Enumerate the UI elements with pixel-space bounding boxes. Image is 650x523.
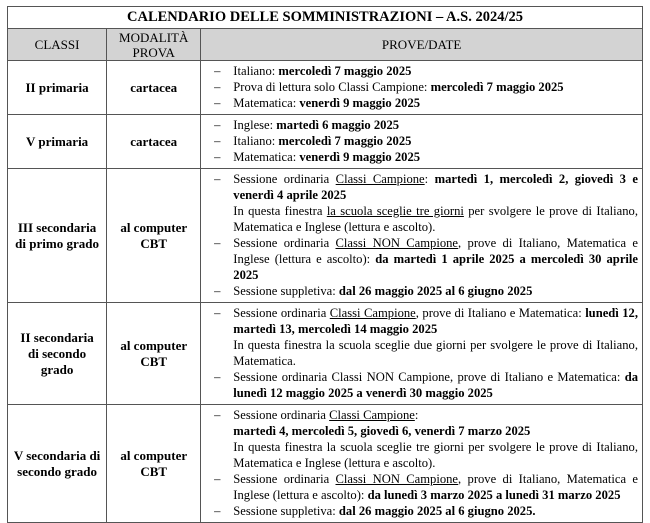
text-segment: Inglese: <box>233 118 277 132</box>
mode-label-line: CBT <box>140 463 168 479</box>
text-underlined: la scuola sceglie tre giorni <box>326 204 464 218</box>
text-segment: Matematica: <box>233 96 300 110</box>
text-segment: , prove di Italiano, Matematica e Inglese (lettura e ascolto): <box>233 472 638 502</box>
date-item-text <box>233 95 642 111</box>
table-title: CALENDARIO DELLE SOMMINISTRAZIONI – A.S. 2024/25 <box>8 7 643 29</box>
date-item <box>201 63 642 79</box>
mode-label-line: al computer <box>120 447 188 463</box>
date-item <box>201 407 642 471</box>
text-underlined: Classi Campione <box>329 408 415 422</box>
text-segment: Sessione suppletiva: <box>233 284 339 298</box>
text-segment: , prove di Italiano, Matematica e Inglese (lettura e ascolto): <box>233 236 638 266</box>
text-segment: : <box>424 172 435 186</box>
text-segment: Sessione suppletiva: <box>233 504 339 518</box>
header-modalita-line1: MODALITÀ <box>119 29 189 45</box>
date-item <box>201 283 642 299</box>
mode-label-line: cartacea <box>130 133 178 149</box>
class-cell <box>8 115 107 169</box>
table-row <box>8 61 643 115</box>
date-item-text <box>233 133 642 149</box>
text-underlined: Classi Campione <box>335 172 425 186</box>
bullet-dash: – <box>214 64 221 78</box>
date-text-bold: mercoledì 7 maggio 2025 <box>430 80 564 94</box>
date-text-bold: martedì 6 maggio 2025 <box>276 118 400 132</box>
date-item <box>201 471 642 503</box>
mode-cell <box>107 61 201 115</box>
date-item-text <box>233 407 642 471</box>
mode-label-line: CBT <box>140 353 168 369</box>
text-segment: : <box>414 408 419 422</box>
mode-label-line: CBT <box>140 235 168 251</box>
text-segment: Sessione ordinaria <box>233 306 330 320</box>
tests-cell <box>201 405 643 523</box>
date-text-bold: da martedì 1 aprile 2025 a mercoledì 30 aprile 2025 <box>233 252 638 282</box>
date-item <box>201 305 642 369</box>
date-item <box>201 117 642 133</box>
date-item <box>201 133 642 149</box>
date-item-text <box>233 369 642 401</box>
table-body <box>8 61 643 523</box>
date-item <box>201 149 642 165</box>
text-underlined: Classi NON Campione <box>335 472 459 486</box>
date-item <box>201 95 642 111</box>
class-label-line: secondo grado <box>17 463 97 479</box>
class-label-line: II primaria <box>25 79 89 95</box>
bullet-dash: – <box>214 408 221 422</box>
date-item <box>201 171 642 235</box>
bullet-dash: – <box>214 236 221 250</box>
text-segment: Sessione ordinaria <box>233 236 336 250</box>
date-item <box>201 79 642 95</box>
text-segment: In questa finestra la scuola sceglie tre giorni per svolgere le prove di Italiano, Matematica e Inglese (lettura e ascolto). <box>233 440 638 470</box>
date-item <box>201 369 642 401</box>
text-segment: Prova di lettura solo Classi Campione: <box>233 80 431 94</box>
text-underlined: Classi NON Campione <box>335 236 459 250</box>
table-row <box>8 115 643 169</box>
date-item-text <box>233 305 642 369</box>
class-label-line: di primo grado <box>15 235 99 251</box>
text-segment: Sessione ordinaria <box>233 408 330 422</box>
class-label-line: III secondaria <box>17 219 97 235</box>
date-item-text <box>233 79 642 95</box>
mode-cell <box>107 169 201 303</box>
text-segment: Sessione ordinaria <box>233 472 336 486</box>
date-text-bold: venerdì 9 maggio 2025 <box>299 150 421 164</box>
date-item <box>201 503 642 519</box>
bullet-dash: – <box>214 80 221 94</box>
class-cell <box>8 303 107 405</box>
header-prove: PROVE/DATE <box>201 29 643 61</box>
date-text-bold: lunedì 12, martedì 13, mercoledì 14 maggio 2025 <box>233 306 638 336</box>
date-text-bold: da lunedì 12 maggio 2025 a venerdì 30 maggio 2025 <box>233 370 638 400</box>
date-item-text <box>233 171 642 235</box>
bullet-dash: – <box>214 472 221 486</box>
header-row <box>8 29 643 61</box>
text-segment: Matematica: <box>233 150 300 164</box>
bullet-dash: – <box>214 172 221 186</box>
table-row <box>8 405 643 523</box>
class-cell <box>8 61 107 115</box>
date-item-text <box>233 63 642 79</box>
class-label-line: V primaria <box>25 133 89 149</box>
date-item-text <box>233 471 642 503</box>
mode-cell <box>107 405 201 523</box>
bullet-dash: – <box>214 504 221 518</box>
bullet-dash: – <box>214 306 221 320</box>
calendar-table <box>7 6 643 523</box>
date-item-text <box>233 283 642 299</box>
class-label-line: V secondaria di <box>13 447 101 463</box>
mode-label-line: al computer <box>120 219 188 235</box>
text-segment: Italiano: <box>233 64 279 78</box>
date-text-bold: mercoledì 7 maggio 2025 <box>278 134 412 148</box>
date-text-bold: mercoledì 7 maggio 2025 <box>278 64 412 78</box>
tests-cell <box>201 61 643 115</box>
class-cell <box>8 405 107 523</box>
text-segment: In questa finestra la scuola sceglie due giorni per svolgere le prove di Italiano, Matematica. <box>233 338 638 368</box>
mode-label-line: cartacea <box>130 79 178 95</box>
date-item <box>201 235 642 283</box>
class-label-line: grado <box>40 361 74 377</box>
header-modalita-line2: PROVA <box>132 44 175 60</box>
text-underlined: Classi Campione <box>329 306 416 320</box>
text-segment: per svolgere le prove di Italiano, Matematica e Inglese (lettura e ascolto). <box>233 204 638 234</box>
class-cell <box>8 169 107 303</box>
tests-cell <box>201 303 643 405</box>
date-item-text <box>233 149 642 165</box>
date-text-bold: da lunedì 3 marzo 2025 a lunedì 31 marzo 2025 <box>367 488 621 502</box>
table-row <box>8 303 643 405</box>
table-row <box>8 169 643 303</box>
text-segment: Sessione ordinaria <box>233 172 336 186</box>
tests-cell <box>201 115 643 169</box>
date-text-bold: venerdì 9 maggio 2025 <box>299 96 421 110</box>
bullet-dash: – <box>214 118 221 132</box>
date-text-bold: martedì 4, mercoledì 5, giovedì 6, venerdì 7 marzo 2025 <box>233 424 531 438</box>
tests-cell <box>201 169 643 303</box>
bullet-dash: – <box>214 284 221 298</box>
date-text-bold: dal 26 maggio 2025 al 6 giugno 2025. <box>338 504 536 518</box>
bullet-dash: – <box>214 370 221 384</box>
text-segment: In questa finestra <box>233 204 327 218</box>
text-segment: Italiano: <box>233 134 279 148</box>
bullet-dash: – <box>214 134 221 148</box>
mode-cell <box>107 115 201 169</box>
bullet-dash: – <box>214 96 221 110</box>
class-label-line: di secondo <box>27 345 87 361</box>
bullet-dash: – <box>214 150 221 164</box>
header-classi: CLASSI <box>8 29 107 61</box>
text-segment: Sessione ordinaria Classi NON Campione, prove di Italiano e Matematica: <box>233 370 625 384</box>
date-text-bold: dal 26 maggio 2025 al 6 giugno 2025 <box>338 284 533 298</box>
date-item-text <box>233 117 642 133</box>
date-text-bold: martedì 1, mercoledì 2, giovedì 3 e venerdì 4 aprile 2025 <box>233 172 638 202</box>
mode-cell <box>107 303 201 405</box>
date-item-text <box>233 235 642 283</box>
date-item-text <box>233 503 642 519</box>
text-segment: , prove di Italiano e Matematica: <box>415 306 586 320</box>
mode-label-line: al computer <box>120 337 188 353</box>
header-modalita <box>107 29 201 61</box>
class-label-line: II secondaria <box>20 329 94 345</box>
